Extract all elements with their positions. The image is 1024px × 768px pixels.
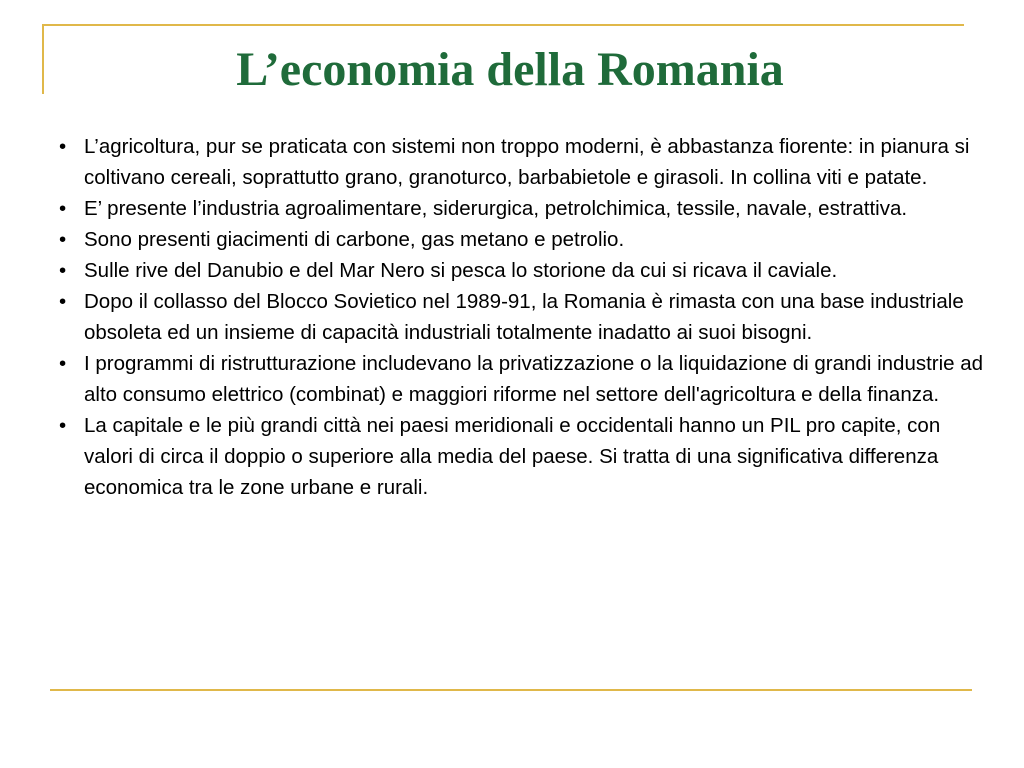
bullet-mark: •	[59, 228, 67, 251]
bullet-mark: •	[59, 414, 67, 437]
bullet-mark: •	[59, 197, 67, 220]
bullet-item	[56, 193, 986, 224]
bullet-text: I programmi di ristrutturazione includevano la privatizzazione o la liquidazione di grandi industrie ad alto consumo elettrico (combinat) e maggiori riforme nel settore dell'agricoltura e della finanza.	[84, 352, 984, 406]
bullet-text: L’agricoltura, pur se praticata con sistemi non troppo moderni, è abbastanza fiorente: in pianura si coltivano cereali, soprattutto grano, granoturco, barbabietole e girasoli. In collina viti e patate.	[84, 135, 970, 189]
bullet-item	[56, 255, 986, 286]
bullet-text: La capitale e le più grandi città nei paesi meridionali e occidentali hanno un PIL pro capite, con valori di circa il doppio o superiore alla media del paese. Si tratta di una significativa differenza economica tra le zone urbane e rurali.	[84, 414, 941, 499]
slide-title: L’economia della Romania	[236, 43, 784, 96]
left-border-line	[42, 24, 44, 94]
bullet-item	[56, 348, 986, 410]
bullet-text: Sulle rive del Danubio e del Mar Nero si pesca lo storione da cui si ricava il caviale.	[84, 259, 838, 282]
bullet-list	[56, 131, 986, 503]
bottom-border-line	[50, 689, 972, 691]
bullet-item	[56, 410, 986, 503]
top-border-line	[42, 24, 964, 26]
bullet-item	[56, 131, 986, 193]
bullet-mark: •	[59, 352, 67, 375]
bullet-mark: •	[59, 290, 67, 313]
bullet-mark: •	[59, 135, 67, 158]
bullet-text: Dopo il collasso del Blocco Sovietico nel 1989-91, la Romania è rimasta con una base industriale obsoleta ed un insieme di capacità industriali totalmente inadatto ai suoi bisogni.	[84, 290, 964, 344]
bullet-text: E’ presente l’industria agroalimentare, siderurgica, petrolchimica, tessile, navale, estrattiva.	[84, 197, 908, 220]
bullet-mark: •	[59, 259, 67, 282]
bullet-item	[56, 286, 986, 348]
bullet-text: Sono presenti giacimenti di carbone, gas metano e petrolio.	[84, 228, 625, 251]
bullet-item	[56, 224, 986, 255]
